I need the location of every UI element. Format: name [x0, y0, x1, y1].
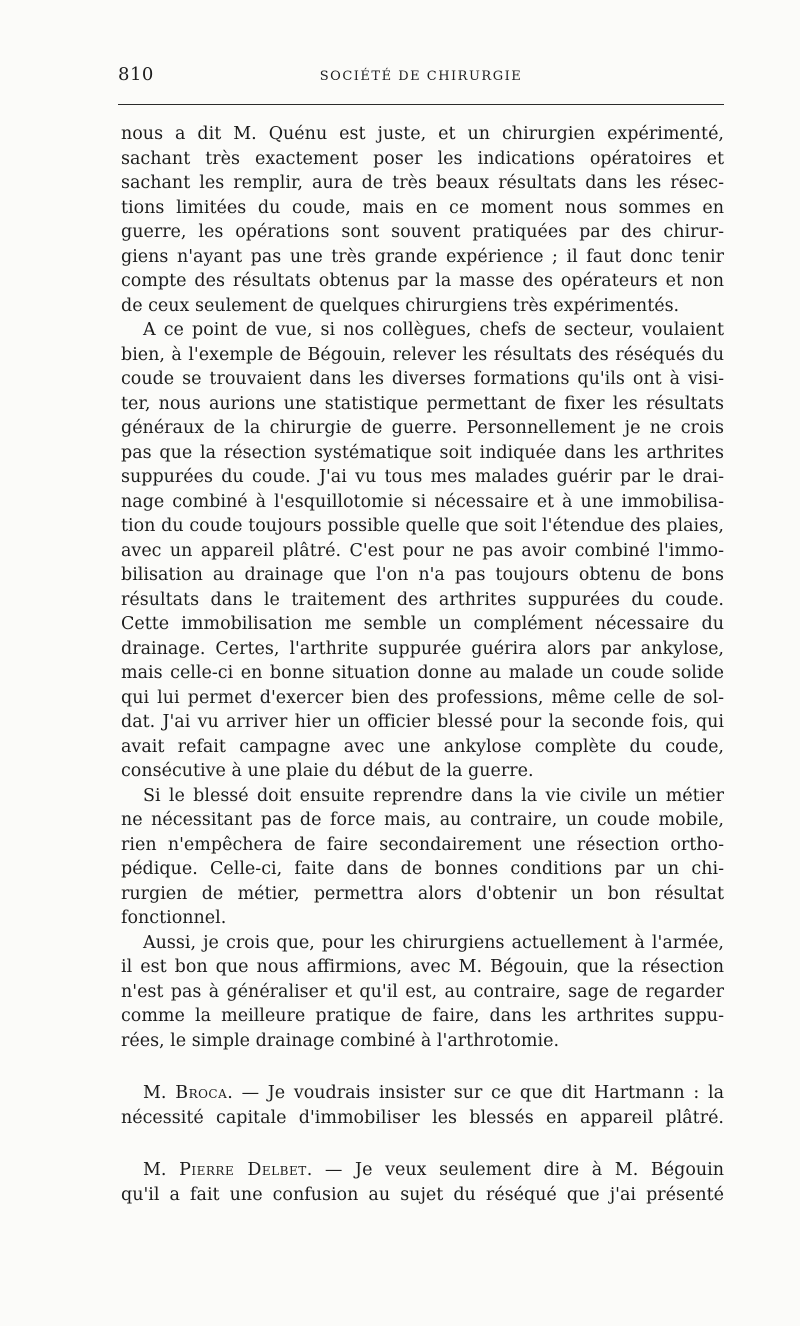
text-line: il est bon que nous affirmions, avec M. Bégouin, que la résection: [121, 957, 724, 977]
text-line: bilisation au drainage que l'on n'a pas toujours obtenu de bons: [121, 565, 724, 585]
running-title: SOCIÉTÉ DE CHIRURGIE: [319, 69, 523, 84]
section-gap: [121, 1053, 724, 1081]
header-rule: [118, 104, 724, 105]
text-line: guerre, les opérations sont souvent pratiquées par des chirur-: [121, 222, 724, 242]
text-line: qu'il a fait une confusion au sujet du réséqué que j'ai présenté: [121, 1184, 724, 1205]
text-line: nous a dit M. Quénu est juste, et un chirurgien expérimenté,: [121, 124, 724, 144]
text-line: résultats dans le traitement des arthrites suppurées du coude.: [121, 589, 724, 610]
text-line: ne nécessitant pas de force mais, au contraire, un coude mobile,: [121, 810, 724, 830]
text-line: compte des résultats obtenus par la masse des opérateurs et non: [121, 271, 724, 291]
text-line: giens n'ayant pas une très grande expérience ; il faut donc tenir: [121, 246, 724, 267]
text-line: Cette immobilisation me semble un complément nécessaire du: [121, 614, 724, 634]
speech-paragraph: [121, 1158, 724, 1207]
text-line: n'est pas à généraliser et qu'il est, au contraire, sage de regarder: [121, 981, 724, 1002]
text-line: rées, le simple drainage combiné à l'arthrotomie.: [121, 1030, 560, 1051]
text-line: Si le blessé doit ensuite reprendre dans la vie civile un métier: [143, 785, 724, 806]
speech-text: . — Je voudrais insister sur ce que dit Hartmann : la: [227, 1083, 725, 1103]
text-line: coude se trouvaient dans les diverses formations qu'ils ont à visi-: [121, 369, 724, 389]
speech-first-line: [121, 1081, 724, 1106]
text-line: tion du coude toujours possible quelle que soit l'étendue des plaies,: [121, 516, 724, 536]
speaker-name: Pierre Delbet: [179, 1160, 307, 1180]
text-line: mais celle-ci en bonne situation donne au malade un coude solide: [121, 663, 724, 683]
text-line: généraux de la chirurgie de guerre. Personnellement je ne crois: [121, 418, 724, 438]
paragraph: [121, 122, 724, 318]
text-line: avait refait campagne avec une ankylose complète du coude,: [121, 736, 724, 757]
speaker-prefix: M.: [143, 1160, 180, 1180]
text-line: comme la meilleure pratique de faire, dans les arthrites suppu-: [121, 1006, 724, 1026]
speech-paragraph: [121, 1081, 724, 1130]
text-line: sachant très exactement poser les indications opératoires et: [121, 148, 724, 169]
speech-first-line: [121, 1158, 724, 1183]
paragraph: [121, 318, 724, 784]
paragraph: [121, 784, 724, 931]
text-line: nage combiné à l'esquillotomie si nécessaire et à une immobilisa-: [121, 491, 724, 512]
speech-gap: [121, 1130, 724, 1158]
text-line: tions limitées du coude, mais en ce moment nous sommes en: [121, 197, 724, 218]
text-line: fonctionnel.: [121, 908, 227, 928]
text-line: rurgien de métier, permettra alors d'obtenir un bon résultat: [121, 883, 724, 904]
text-line: nécessité capitale d'immobiliser les blessés en appareil plâtré.: [121, 1107, 724, 1128]
paragraphs: [121, 122, 724, 1053]
text-line: sachant les remplir, aura de très beaux résultats dans les résec-: [121, 173, 724, 193]
paragraph: [121, 931, 724, 1054]
speaker-prefix: M.: [143, 1083, 176, 1103]
text-line: ter, nous aurions une statistique permettant de fixer les résultats: [121, 393, 724, 414]
text-line: rien n'empêchera de faire secondairement une résection ortho-: [121, 834, 724, 855]
text-line: consécutive à une plaie du début de la guerre.: [121, 761, 534, 781]
page-header: [118, 64, 724, 94]
text-line: dat. J'ai vu arriver hier un officier blessé pour la seconde fois, qui: [121, 712, 724, 732]
text-line: pas que la résection systématique soit indiquée dans les arthrites: [121, 442, 724, 463]
text-line: pédique. Celle-ci, faite dans de bonnes conditions par un chi-: [121, 859, 724, 879]
text-line: Aussi, je crois que, pour les chirurgiens actuellement à l'armée,: [143, 932, 724, 953]
text-line: de ceux seulement de quelques chirurgiens très expérimentés.: [121, 295, 680, 316]
text-line: suppurées du coude. J'ai vu tous mes malades guérir par le drai-: [121, 467, 724, 487]
speech-text: . — Je veux seulement dire à M. Bégouin: [306, 1160, 724, 1180]
page-number: 810: [118, 64, 154, 85]
text-line: bien, à l'exemple de Bégouin, relever les résultats des réséqués du: [121, 344, 724, 365]
text-line: avec un appareil plâtré. C'est pour ne pas avoir combiné l'immo-: [121, 540, 724, 561]
text-line: A ce point de vue, si nos collègues, chefs de secteur, voulaient: [143, 320, 724, 340]
text-line: drainage. Certes, l'arthrite suppurée guérira alors par ankylose,: [121, 638, 724, 659]
speaker-name: Broca: [175, 1083, 228, 1103]
speeches: [121, 1081, 724, 1207]
text-line: qui lui permet d'exercer bien des professions, même celle de sol-: [121, 687, 724, 708]
body-text: [121, 122, 724, 1207]
